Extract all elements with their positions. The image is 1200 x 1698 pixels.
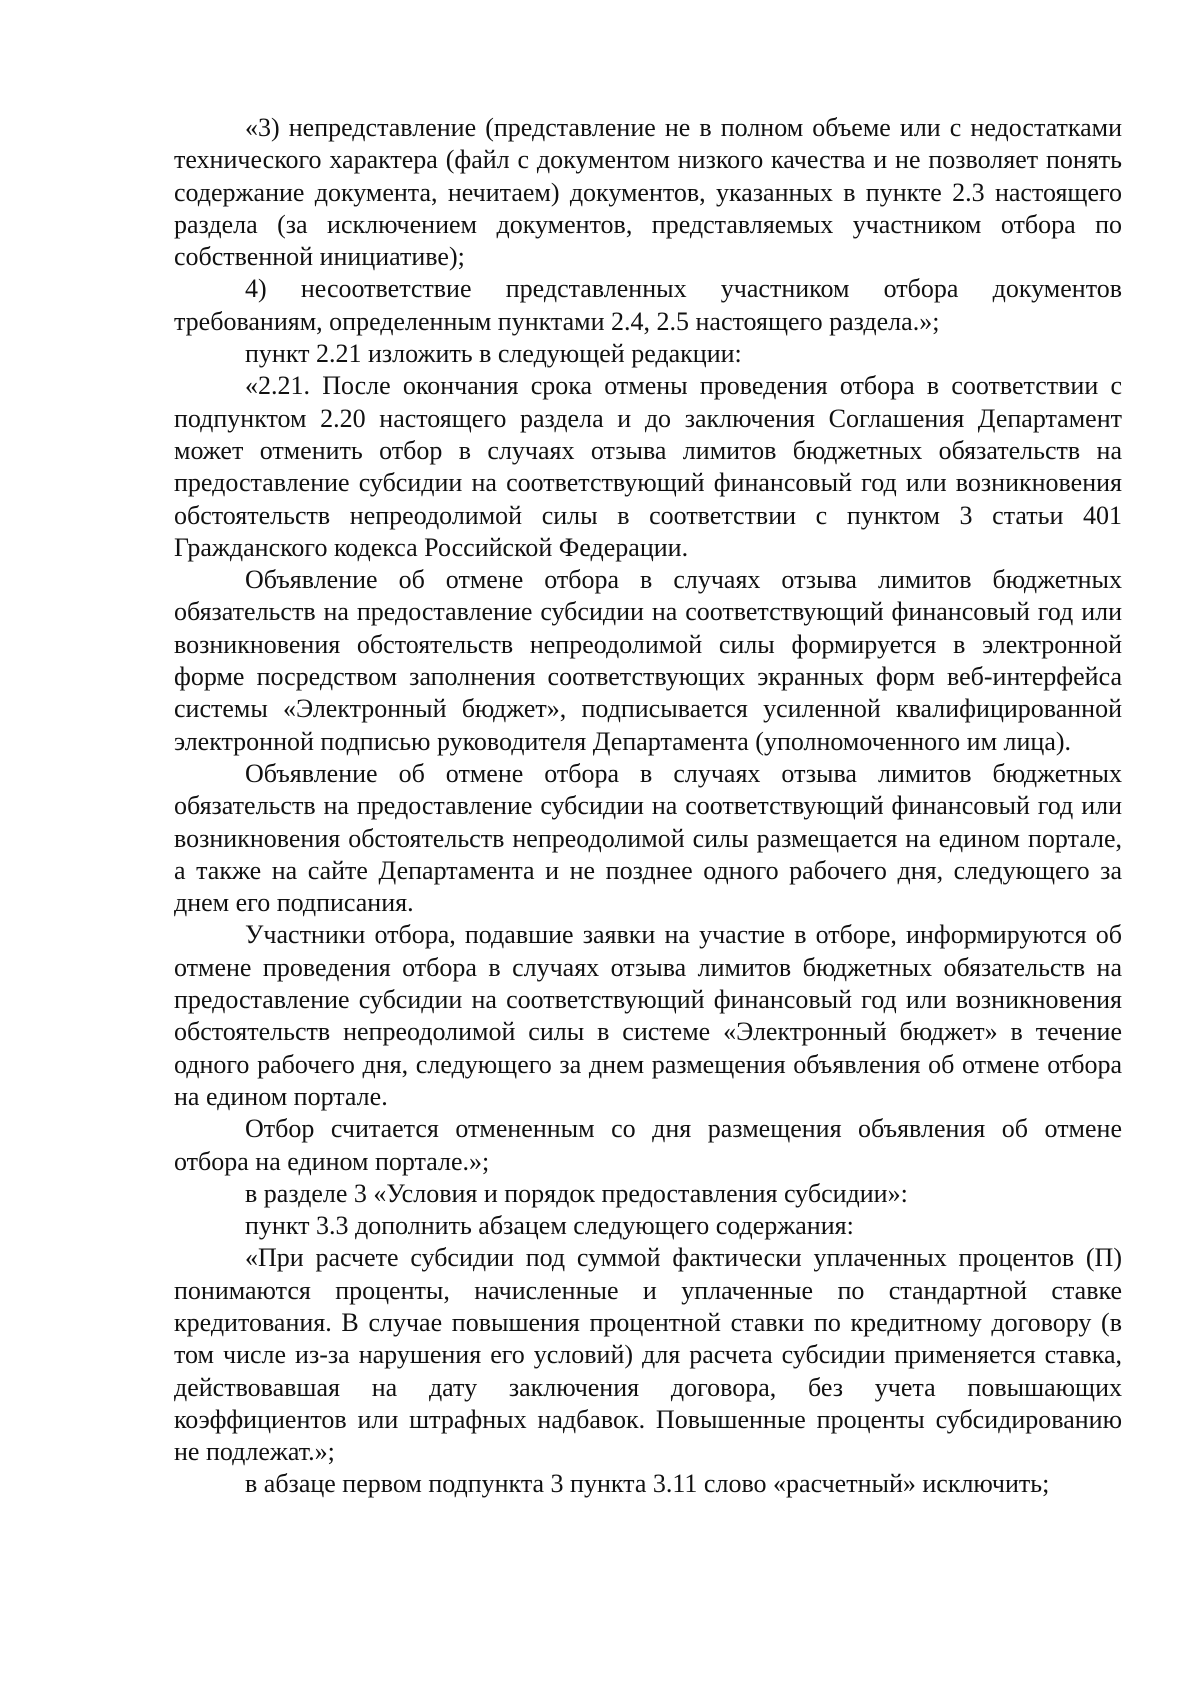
document-page [174, 112, 1122, 1501]
paragraph-clause-2-21-intro: пункт 2.21 изложить в следующей редакции: [245, 339, 742, 369]
paragraph-item-4-noncompliance: 4) несоответствие представленных участником отбора документов требованиям, определенным пунктами 2.4, 2.5 настоящего раздела.»; [174, 274, 1122, 336]
paragraph-selection-cancelled: Отбор считается отмененным со дня размещения объявления об отмене отбора на едином портале.»; [174, 1114, 1122, 1176]
paragraph-clause-2-21: «2.21. После окончания срока отмены проведения отбора в соответствии с подпунктом 2.20 настоящего раздела и до заключения Соглашения Департамент может отменить отбор в случаях отзыва лимитов бюджетных обязательств на предоставление субсидии на соответствующий финансовый год или возникновения обстоятельств непреодолимой силы в соответствии с пунктом 3 статьи 401 Гражданского кодекса Российской Федерации. [174, 371, 1122, 562]
paragraph-clause-3-11-edit: в абзаце первом подпункта 3 пункта 3.11 слово «расчетный» исключить; [245, 1469, 1050, 1499]
paragraph-cancellation-notice-form: Объявление об отмене отбора в случаях отзыва лимитов бюджетных обязательств на предоставление субсидии на соответствующий финансовый год или возникновения обстоятельств непреодолимой силы формируется в электронной форме посредством заполнения соответствующих экранных форм веб-интерфейса системы «Электронный бюджет», подписывается усиленной квалифицированной электронной подписью руководителя Департамента (уполномоченного им лица). [174, 565, 1122, 756]
paragraph-participants-informed: Участники отбора, подавшие заявки на участие в отборе, информируются об отмене проведения отбора в случаях отзыва лимитов бюджетных обязательств на предоставление субсидии на соответствующий финансовый год или возникновения обстоятельств непреодолимой силы в системе «Электронный бюджет» в течение одного рабочего дня, следующего за днем размещения объявления об отмене отбора на едином портале. [174, 920, 1122, 1111]
paragraph-subsidy-calculation: «При расчете субсидии под суммой фактически уплаченных процентов (П) понимаются проценты, начисленные и уплаченные по стандартной ставке кредитования. В случае повышения процентной ставки по кредитному договору (в том числе из-за нарушения его условий) для расчета субсидии применяется ставка, действовавшая на дату заключения договора, без учета повышающих коэффициентов или штрафных надбавок. Повышенные проценты субсидированию не подлежат.»; [174, 1243, 1122, 1467]
paragraph-clause-3-3-intro: пункт 3.3 дополнить абзацем следующего содержания: [245, 1211, 854, 1241]
paragraph-item-3-nonsubmission: «3) непредставление (представление не в полном объеме или с недостатками технического характера (файл с документом низкого качества и не позволяет понять содержание документа, нечитаем) документов, указанных в пункте 2.3 настоящего раздела (за исключением документов, представляемых участником отбора по собственной инициативе); [174, 113, 1122, 272]
paragraph-cancellation-notice-publish: Объявление об отмене отбора в случаях отзыва лимитов бюджетных обязательств на предоставление субсидии на соответствующий финансовый год или возникновения обстоятельств непреодолимой силы размещается на едином портале, а также на сайте Департамента и не позднее одного рабочего дня, следующего за днем его подписания. [174, 758, 1122, 918]
paragraph-section-3-intro: в разделе 3 «Условия и порядок предоставления субсидии»: [245, 1178, 908, 1208]
